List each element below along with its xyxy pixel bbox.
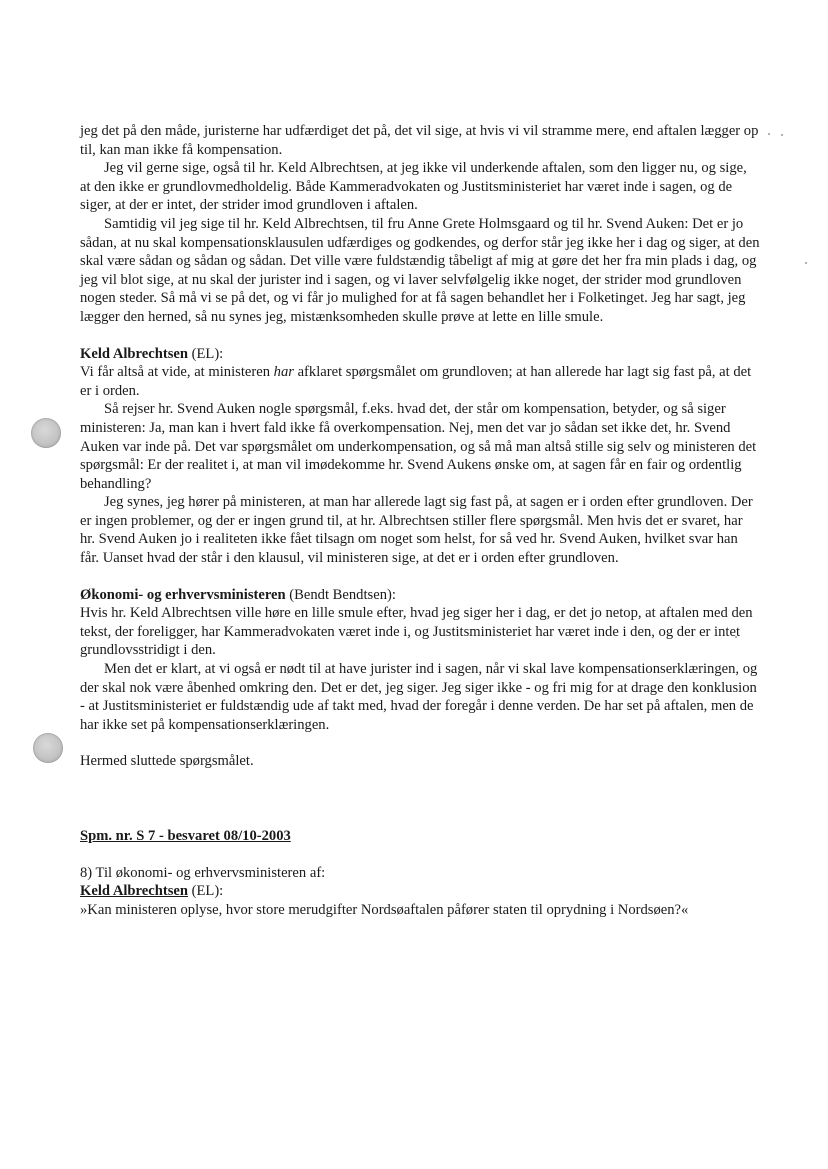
question-recipient: 8) Til økonomi- og erhvervsministeren af: [80,864,326,881]
punch-hole-upper [31,418,61,448]
closing-line: Hermed sluttede spørgsmålet. [80,753,254,770]
question-text: »Kan ministeren oplyse, hvor store merudgifter Nordsøaftalen påfører staten til oprydning i Nordsøen?« [80,901,689,918]
paragraph: Jeg synes, jeg hører på ministeren, at man har allerede lagt sig fast på, at sagen er i orden efter grundloven. Der er ingen problemer, og der er ingen grund til, at hr. Albrechtsen stiller flere spørgsmål. Men hvis det er svaret, har hr. Svend Auken jo i realiteten ikke fået tilsagn om noget som helst, for så ved hr. Svend Auken, hvilket svar han får. Uanset hvad der står i den klausul, vil ministeren sige, at det er i orden efter grundloven. [80,494,753,567]
document-body [80,122,760,919]
text-run: afklaret spørgsmålet om grundloven; at han allerede har lagt sig fast på, at det er i orden. [80,364,752,399]
scan-speck [805,262,807,264]
paragraph: Jeg vil gerne sige, også til hr. Keld Albrechtsen, at jeg ikke vil underkende aftalen, som den ligger nu, og sige, at den ikke er grundlovmedholdelig. Både Kammeradvokaten og Justitsministeriet har været inde i sagen, og de siger, at der er intet, der strider imod grundloven i aftalen. [80,160,747,214]
paragraph: Så rejser hr. Svend Auken nogle spørgsmål, f.eks. hvad det, der står om kompensation, betyder, og så siger ministeren: Ja, man kan i hvert fald ikke få overkompensation. Nej, men det var jo sådan set ikke det, hr. Svend Auken var inde på. Det var spørgsmålet om underkompensation, og så må man altså stille sig selv og ministeren det spørgsmål: Er der realitet i, at man vil imødekomme hr. Svend Aukens ønske om, at sagen får en fair og ordentlig behandling? [80,401,757,492]
question-heading: Spm. nr. S 7 - besvaret 08/10-2003 [80,828,291,844]
speaker-line [80,345,760,364]
scan-speck [768,133,770,135]
paragraph: Hvis hr. Keld Albrechtsen ville høre en lille smule efter, hvad jeg siger her i dag, er det jo netop, at aftalen med den tekst, der foreligger, har Kammeradvokaten været inde i, og Justitsministeriet har været inde i den, og der er intet grundlovsstridigt i den. [80,605,753,659]
speaker-name: Keld Albrechtsen [80,345,188,362]
speaker-party: (Bendt Bendtsen): [285,586,396,603]
emphasis: har [273,364,294,381]
scan-speck [781,134,783,136]
punch-hole-lower [33,733,63,763]
asker-party: (EL): [187,883,224,900]
paragraph: Men det er klart, at vi også er nødt til at have jurister ind i sagen, når vi skal lave kompensationserklæringen, og der skal nok være åbenhed omkring den. Det er det, jeg siger. Jeg siger ikke - og fri mig for at drage den konklusion - at Justitsministeriet er fuldstændig ude af takt med, hvad der foregår i denne verden. De har set på aftalen, men de har ikke set på kompensationserklæringen. [80,661,758,733]
asker-name: Keld Albrechtsen [80,883,188,900]
speaker-line [80,586,760,605]
paragraph: jeg det på den måde, juristerne har udfærdiget det på, det vil sige, at hvis vi vil stramme mere, end aftalen lægger op til, kan man ikke få kompensation. [80,123,759,158]
question-asker-line [80,882,760,901]
text-run: Vi får altså at vide, at ministeren [80,364,274,381]
speaker-name: Økonomi- og erhvervsministeren [80,586,286,603]
speaker-party: (EL): [187,345,224,362]
paragraph: Samtidig vil jeg sige til hr. Keld Albrechtsen, til fru Anne Grete Holmsgaard og til hr. Svend Auken: Det er jo sådan, at nu skal kompensationsklausulen udfærdiges og godkendes, og derfor står jeg ikke her i dag og siger, at den skal være sådan og sådan og sådan. Det ville være fuldstændig tåbeligt af mig at gøre det her fra min plads i dag, og jeg vil blot sige, at nu skal der jurister ind i sagen, og vi laver selvfølgelig ikke noget, der strider mod grundloven nogen steder. Så må vi se på det, og vi får jo mulighed for at få sagen behandlet her i Folketinget. Jeg har sagt, jeg lægger den herned, så nu synes jeg, mistænksomheden skulle prøve at lette en lille smule. [80,215,760,325]
paragraph [80,363,760,400]
